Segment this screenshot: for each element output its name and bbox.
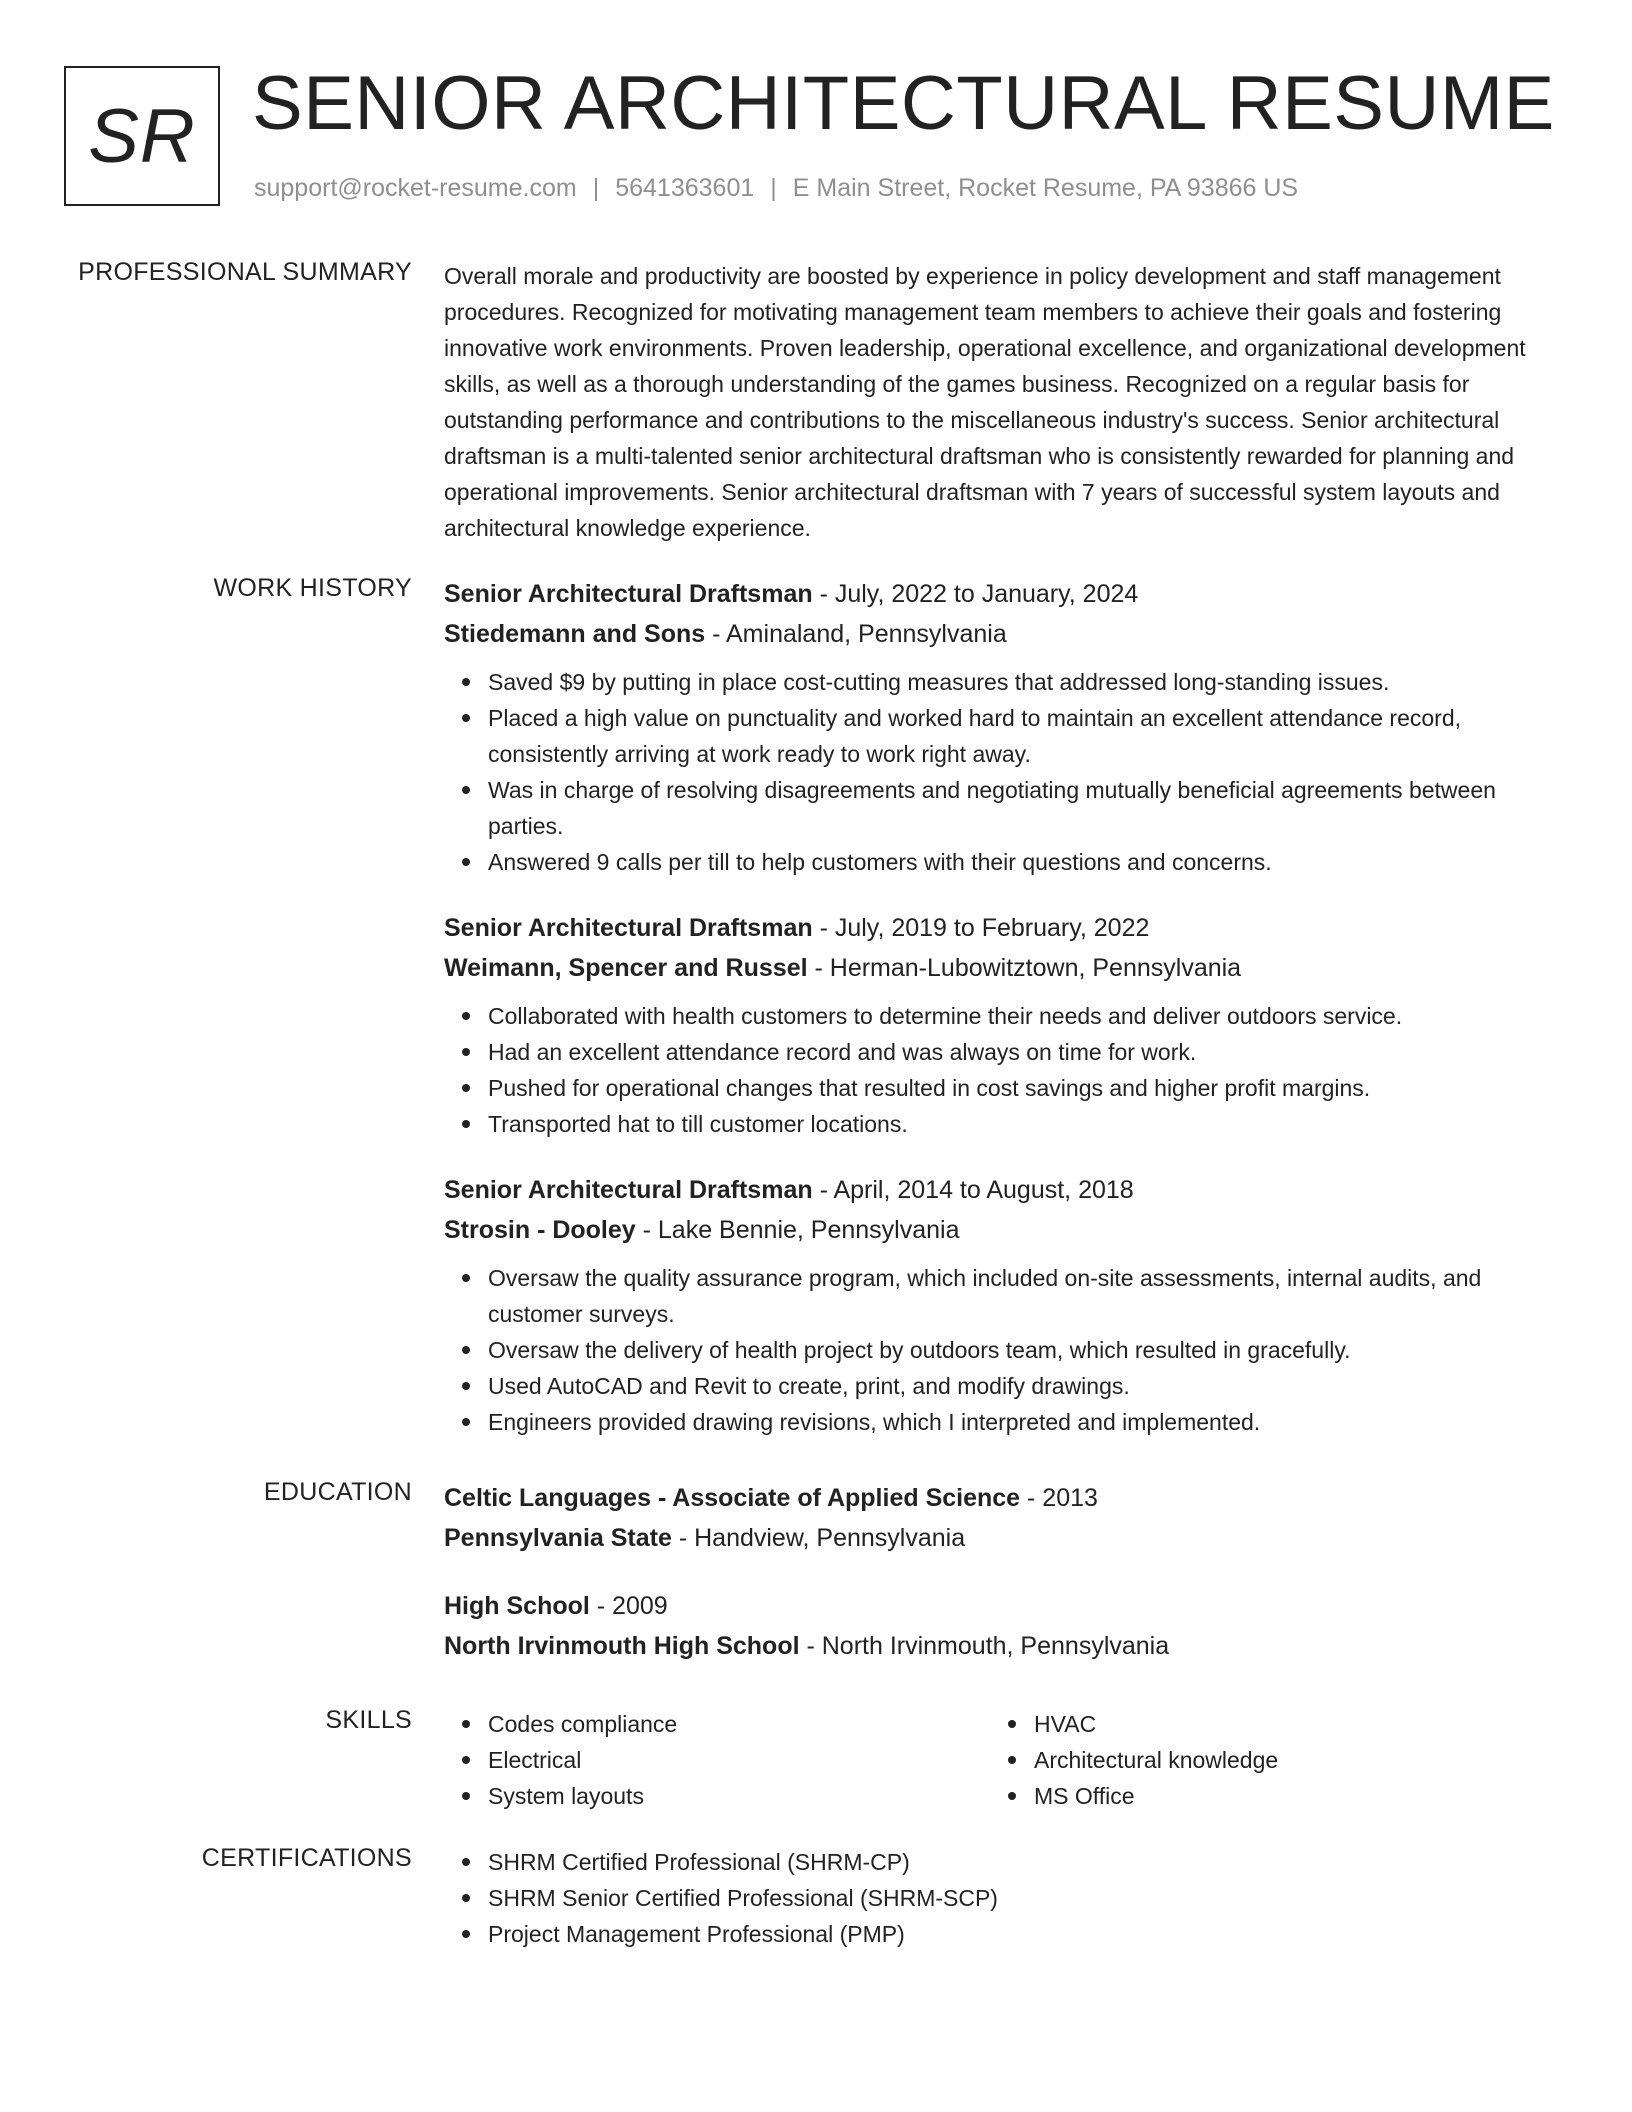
contact-address: E Main Street, Rocket Resume, PA 93866 US	[792, 174, 1299, 202]
skills-column-left	[444, 1706, 990, 1814]
job-bullet: Collaborated with health customers to determine their needs and deliver outdoors service.	[488, 998, 1564, 1034]
contact-line	[254, 174, 1298, 203]
job-bullets	[444, 664, 1564, 880]
job-location: - Herman-Lubowitztown, Pennsylvania	[807, 954, 1242, 982]
skills-grid	[444, 1706, 1564, 1814]
education-year: - 2013	[1020, 1484, 1098, 1512]
skills-body	[444, 1706, 1564, 1814]
education-school-line	[444, 1626, 1564, 1666]
skill-item: Electrical	[488, 1742, 990, 1778]
job-bullet: Was in charge of resolving disagreements and negotiating mutually beneficial agreements between parties.	[488, 772, 1564, 844]
job-bullet: Used AutoCAD and Revit to create, print, and modify drawings.	[488, 1368, 1564, 1404]
job-title: Senior Architectural Draftsman	[444, 1176, 813, 1204]
skill-item: Codes compliance	[488, 1706, 990, 1742]
job-bullet: Transported hat to till customer locations.	[488, 1106, 1564, 1142]
education-body	[444, 1478, 1564, 1694]
job-bullet: Oversaw the delivery of health project by outdoors team, which resulted in gracefully.	[488, 1332, 1564, 1368]
job-company-line	[444, 948, 1564, 988]
contact-separator: |	[770, 174, 777, 202]
education-school: North Irvinmouth High School	[444, 1632, 800, 1660]
education-heading: EDUCATION	[263, 1478, 412, 1506]
education-year: - 2009	[589, 1592, 668, 1620]
job-title-line	[444, 1170, 1564, 1210]
summary-heading: PROFESSIONAL SUMMARY	[78, 258, 412, 286]
job-bullet: Had an excellent attendance record and was always on time for work.	[488, 1034, 1564, 1070]
skill-item: System layouts	[488, 1778, 990, 1814]
summary-body	[444, 258, 1564, 546]
job-bullet: Saved $9 by putting in place cost-cutting measures that addressed long-standing issues.	[488, 664, 1564, 700]
job-bullet: Oversaw the quality assurance program, which included on-site assessments, internal audits, and customer surveys.	[488, 1260, 1564, 1332]
job-dates: - July, 2019 to February, 2022	[812, 914, 1150, 942]
certification-item: SHRM Certified Professional (SHRM-CP)	[488, 1844, 1564, 1880]
contact-phone: 5641363601	[615, 174, 755, 202]
education-degree-line	[444, 1586, 1564, 1626]
job-entry	[444, 1170, 1564, 1440]
job-company: Weimann, Spencer and Russel	[444, 954, 808, 982]
job-entry	[444, 908, 1564, 1142]
job-bullet: Pushed for operational changes that resulted in cost savings and higher profit margins.	[488, 1070, 1564, 1106]
contact-email: support@rocket-resume.com	[254, 174, 577, 202]
education-entry	[444, 1586, 1564, 1666]
certifications-list	[444, 1844, 1564, 1952]
job-company-line	[444, 1210, 1564, 1250]
skill-item: Architectural knowledge	[1034, 1742, 1536, 1778]
resume-title: SENIOR ARCHITECTURAL RESUME	[252, 61, 1555, 146]
skills-column-right	[990, 1706, 1536, 1814]
skills-list	[444, 1706, 990, 1814]
job-bullet: Answered 9 calls per till to help customers with their questions and concerns.	[488, 844, 1564, 880]
job-title-line	[444, 908, 1564, 948]
skills-list	[990, 1706, 1536, 1814]
job-company-line	[444, 614, 1564, 654]
education-degree: High School	[444, 1592, 590, 1620]
certification-item: SHRM Senior Certified Professional (SHRM-SCP)	[488, 1880, 1564, 1916]
job-dates: - April, 2014 to August, 2018	[812, 1176, 1134, 1204]
job-bullets	[444, 1260, 1564, 1440]
work-history-heading: WORK HISTORY	[213, 574, 412, 602]
job-location: - Lake Bennie, Pennsylvania	[635, 1216, 960, 1244]
certification-item: Project Management Professional (PMP)	[488, 1916, 1564, 1952]
job-location: - Aminaland, Pennsylvania	[705, 620, 1007, 648]
job-bullet: Engineers provided drawing revisions, which I interpreted and implemented.	[488, 1404, 1564, 1440]
job-entry	[444, 574, 1564, 880]
certifications-heading: CERTIFICATIONS	[201, 1844, 412, 1872]
certifications-body	[444, 1844, 1564, 1952]
job-company: Stiedemann and Sons	[444, 620, 706, 648]
education-entry	[444, 1478, 1564, 1558]
job-bullets	[444, 998, 1564, 1142]
skill-item: MS Office	[1034, 1778, 1536, 1814]
job-title: Senior Architectural Draftsman	[444, 914, 813, 942]
education-degree: Celtic Languages - Associate of Applied Science	[444, 1484, 1021, 1512]
education-school-line	[444, 1518, 1564, 1558]
education-degree-line	[444, 1478, 1564, 1518]
skills-heading: SKILLS	[325, 1706, 412, 1734]
job-bullet: Placed a high value on punctuality and worked hard to maintain an excellent attendance record, consistently arriving at work ready to work right away.	[488, 700, 1564, 772]
job-title: Senior Architectural Draftsman	[444, 580, 813, 608]
contact-separator: |	[592, 174, 600, 202]
work-history-body	[444, 574, 1564, 1468]
education-school: Pennsylvania State	[444, 1524, 672, 1552]
job-title-line	[444, 574, 1564, 614]
job-dates: - July, 2022 to January, 2024	[812, 580, 1139, 608]
education-location: - North Irvinmouth, Pennsylvania	[799, 1632, 1170, 1660]
skill-item: HVAC	[1034, 1706, 1536, 1742]
monogram-logo: SR	[64, 66, 220, 206]
job-company: Strosin - Dooley	[444, 1216, 636, 1244]
summary-text: Overall morale and productivity are boosted by experience in policy development and staff management procedures. Recognized for motivating management team members to achieve their goals and fostering innovative work environments. Proven leadership, operational excellence, and organizational development skills, as well as a thorough understanding of the games business. Recognized on a regular basis for outstanding performance and contributions to the miscellaneous industry's success. Senior architectural draftsman is a multi-talented senior architectural draftsman who is consistently rewarded for planning and operational improvements. Senior architectural draftsman with 7 years of successful system layouts and architectural knowledge experience.	[444, 263, 1526, 541]
education-location: - Handview, Pennsylvania	[671, 1524, 966, 1552]
